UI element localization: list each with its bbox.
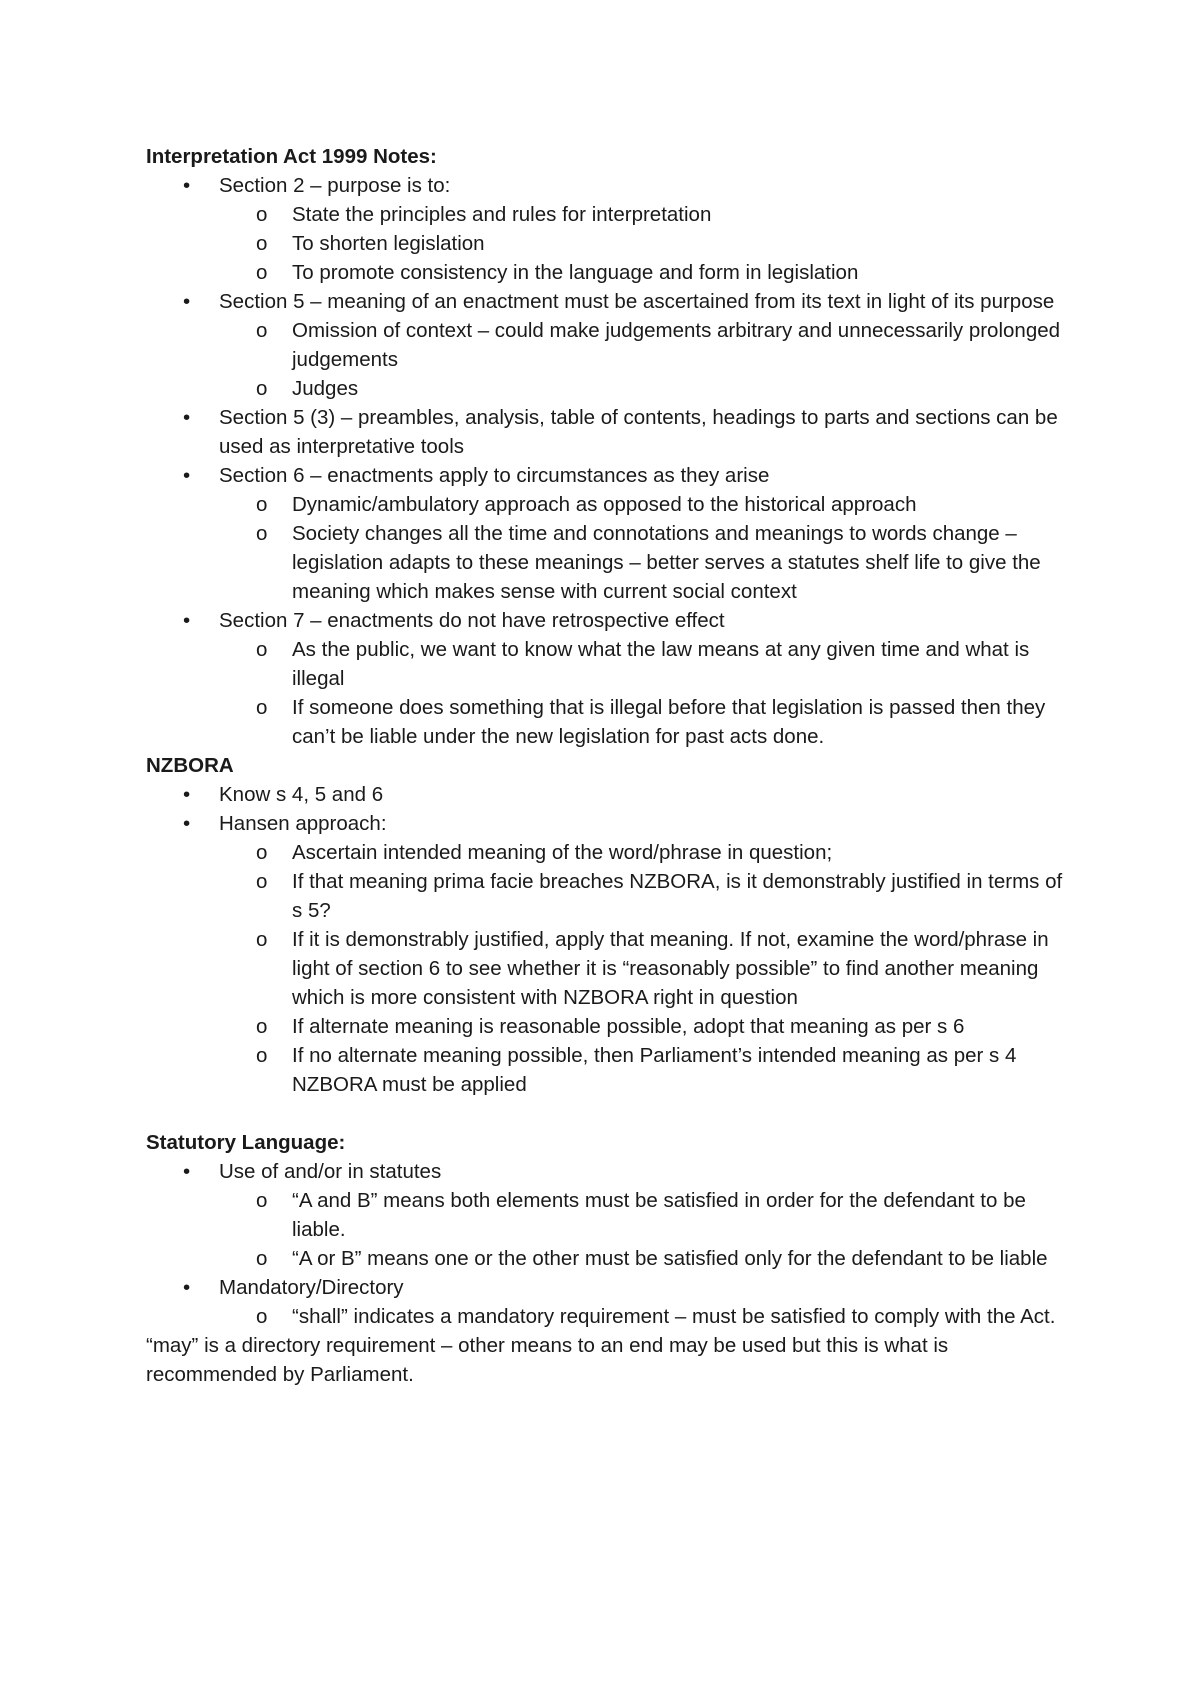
list-item-text: Hansen approach: <box>219 812 387 835</box>
sub-list-item <box>256 867 1066 925</box>
circle-bullet-icon: o <box>256 638 268 661</box>
bullet-icon: • <box>183 464 191 487</box>
circle-bullet-icon: o <box>256 261 268 284</box>
circle-bullet-icon: o <box>256 928 268 951</box>
paragraph-spacer <box>146 1099 1066 1128</box>
sub-list <box>219 635 1066 751</box>
circle-bullet-icon: o <box>256 870 268 893</box>
list-item <box>183 171 1066 287</box>
sub-list-item-text: State the principles and rules for interpretation <box>292 203 712 226</box>
list-item <box>183 1157 1066 1273</box>
circle-bullet-icon: o <box>256 841 268 864</box>
circle-bullet-icon: o <box>256 696 268 719</box>
circle-bullet-icon: o <box>256 203 268 226</box>
section-heading-nzbora: NZBORA <box>146 754 234 777</box>
sub-list-item-text: “A and B” means both elements must be satisfied in order for the defendant to be liable. <box>292 1189 1026 1241</box>
list-item-text: Section 5 – meaning of an enactment must be ascertained from its text in light of its purpose <box>219 290 1055 313</box>
sub-list-item <box>256 229 1066 258</box>
circle-bullet-icon: o <box>256 1015 268 1038</box>
sub-list-item <box>256 693 1066 751</box>
list-item-text: Section 5 (3) – preambles, analysis, table of contents, headings to parts and sections can be used as interpretative tools <box>219 406 1058 458</box>
bullet-icon: • <box>183 1276 191 1299</box>
bullet-list <box>146 780 1066 1099</box>
circle-bullet-icon: o <box>256 1044 268 1067</box>
sub-list <box>219 838 1066 1099</box>
bullet-icon: • <box>183 1160 191 1183</box>
sub-list-item <box>256 925 1066 1012</box>
sub-list-item-text: “A or B” means one or the other must be satisfied only for the defendant to be liable <box>292 1247 1048 1270</box>
bullet-icon: • <box>183 406 191 429</box>
circle-bullet-icon: o <box>256 522 268 545</box>
sub-list-item <box>256 1186 1066 1244</box>
sub-list-item-text: If that meaning prima facie breaches NZBORA, is it demonstrably justified in terms of s 5? <box>292 870 1063 922</box>
sub-list-item-text: To promote consistency in the language and form in legislation <box>292 261 859 284</box>
section-heading-interpretation-act: Interpretation Act 1999 Notes: <box>146 145 437 168</box>
sub-list <box>219 316 1066 403</box>
bullet-icon: • <box>183 812 191 835</box>
list-item-text: Mandatory/Directory <box>219 1276 404 1299</box>
closing-paragraph: “may” is a directory requirement – other means to an end may be used but this is what is recommended by Parliament. <box>146 1334 949 1386</box>
circle-bullet-icon: o <box>256 319 268 342</box>
sub-list-item-text: Society changes all the time and connotations and meanings to words change – legislation adapts to these meanings – better serves a statutes shelf life to give the meaning which makes sense with current social context <box>292 522 1041 603</box>
list-item <box>183 403 1066 461</box>
circle-bullet-icon: o <box>256 1189 268 1212</box>
circle-bullet-icon: o <box>256 1305 268 1328</box>
sub-list-item <box>256 838 1066 867</box>
list-item <box>183 606 1066 751</box>
circle-bullet-icon: o <box>256 1247 268 1270</box>
bullet-icon: • <box>183 290 191 313</box>
sub-list-item <box>256 1041 1066 1099</box>
sub-list-item <box>256 1244 1066 1273</box>
list-item-text: Section 2 – purpose is to: <box>219 174 451 197</box>
list-item <box>183 780 1066 809</box>
circle-bullet-icon: o <box>256 377 268 400</box>
sub-list-item <box>256 490 1066 519</box>
sub-list <box>219 490 1066 606</box>
list-item-text: Use of and/or in statutes <box>219 1160 442 1183</box>
sub-list-item-text: If no alternate meaning possible, then Parliament’s intended meaning as per s 4 NZBORA must be applied <box>292 1044 1017 1096</box>
bullet-list <box>146 171 1066 751</box>
sub-list <box>219 1302 1066 1331</box>
sub-list-item-text: Dynamic/ambulatory approach as opposed to the historical approach <box>292 493 917 516</box>
list-item <box>183 461 1066 606</box>
sub-list-item-text: Ascertain intended meaning of the word/phrase in question; <box>292 841 833 864</box>
sub-list-item <box>256 316 1066 374</box>
circle-bullet-icon: o <box>256 493 268 516</box>
sub-list-item <box>256 635 1066 693</box>
bullet-icon: • <box>183 609 191 632</box>
bullet-icon: • <box>183 174 191 197</box>
list-item <box>183 287 1066 403</box>
sub-list-item-text: If someone does something that is illegal before that legislation is passed then they can’t be liable under the new legislation for past acts done. <box>292 696 1046 748</box>
bullet-list <box>146 1157 1066 1331</box>
sub-list-item-text: To shorten legislation <box>292 232 485 255</box>
list-item-text: Section 7 – enactments do not have retrospective effect <box>219 609 725 632</box>
list-item-text: Know s 4, 5 and 6 <box>219 783 384 806</box>
sub-list-item-text: Judges <box>292 377 359 400</box>
sub-list-item-text: As the public, we want to know what the law means at any given time and what is illegal <box>292 638 1030 690</box>
sub-list-item <box>256 1012 1066 1041</box>
sub-list-item <box>256 1302 1066 1331</box>
sub-list <box>219 200 1066 287</box>
bullet-icon: • <box>183 783 191 806</box>
section-heading-statutory-language: Statutory Language: <box>146 1131 346 1154</box>
document-body <box>146 142 1066 1389</box>
sub-list-item-text: “shall” indicates a mandatory requirement – must be satisfied to comply with the Act. <box>292 1305 1056 1328</box>
circle-bullet-icon: o <box>256 232 268 255</box>
list-item <box>183 1273 1066 1331</box>
sub-list-item <box>256 200 1066 229</box>
list-item-text: Section 6 – enactments apply to circumstances as they arise <box>219 464 770 487</box>
list-item <box>183 809 1066 1099</box>
sub-list-item-text: If alternate meaning is reasonable possible, adopt that meaning as per s 6 <box>292 1015 965 1038</box>
sub-list-item-text: If it is demonstrably justified, apply that meaning. If not, examine the word/phrase in light of section 6 to see whether it is “reasonably possible” to find another meaning which is more consistent with NZBORA right in question <box>292 928 1049 1009</box>
sub-list-item <box>256 258 1066 287</box>
sub-list-item <box>256 519 1066 606</box>
sub-list <box>219 1186 1066 1273</box>
sub-list-item <box>256 374 1066 403</box>
sub-list-item-text: Omission of context – could make judgements arbitrary and unnecessarily prolonged judgements <box>292 319 1061 371</box>
